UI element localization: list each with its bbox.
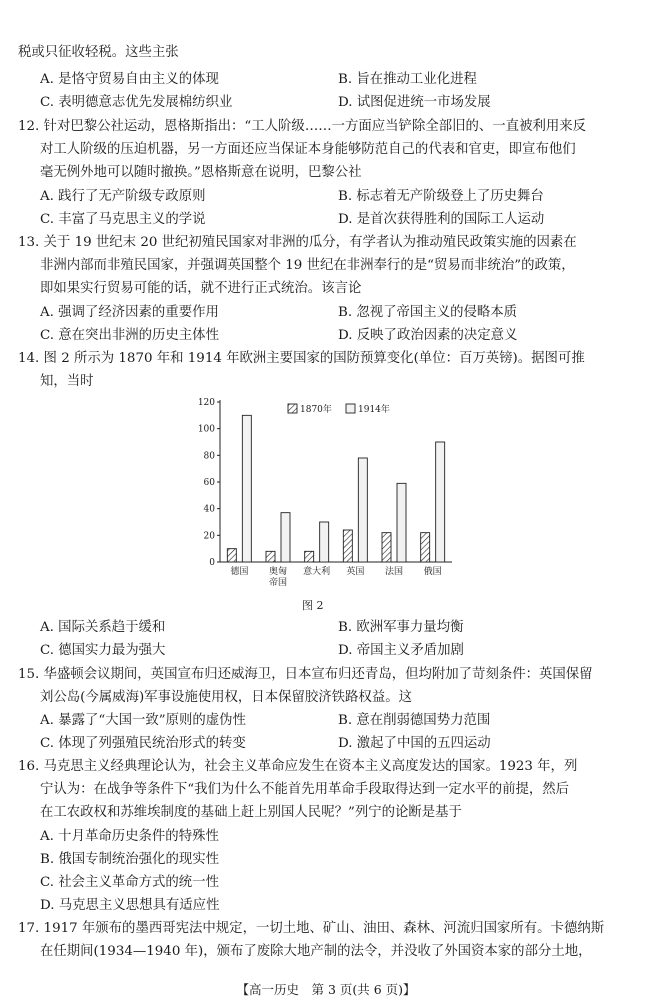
- q12-stem-line-3: 毫无例外地可以随时撤换。”恩格斯意在说明，巴黎公社: [40, 165, 362, 180]
- q12-option-c: C. 丰富了马克思主义的学说: [40, 212, 206, 227]
- q14-option-b: B. 欧洲军事力量均衡: [338, 620, 464, 635]
- bar-1914: [397, 483, 406, 562]
- q17-stem-line-2: 在任期间(1934—1940 年)，颁布了废除大地产制的法令，并没收了外国资本家的部分土地，: [40, 944, 592, 959]
- y-tick-label: 60: [203, 478, 215, 488]
- page-footer: 【高一历史 第 3 页(共 6 页)】: [236, 982, 416, 997]
- q12-stem-line-1: 12. 针对巴黎公社运动，恩格斯指出：“工人阶级……一方面应当铲除全部旧的、一直被利用来反: [18, 119, 587, 134]
- q15-option-a: A. 暴露了“大国一致”原则的虚伪性: [40, 713, 246, 728]
- y-tick-label: 0: [209, 558, 215, 568]
- bar-1870: [382, 533, 391, 562]
- q12-option-d: D. 是首次获得胜利的国际工人运动: [338, 212, 545, 227]
- bar-1914: [358, 458, 367, 562]
- q13-stem-line-1: 13. 关于 19 世纪末 20 世纪初殖民国家对非洲的瓜分，有学者认为推动殖民政策实施的因素在: [18, 235, 577, 250]
- bar-1870: [305, 551, 314, 562]
- x-category-label: 意大利: [303, 567, 331, 577]
- defense-budget-bar-chart: [190, 390, 460, 612]
- bar-1914: [320, 522, 329, 562]
- q15-option-c: C. 体现了列强殖民统治形式的转变: [40, 736, 246, 751]
- q16-stem-line-1: 16. 马克思主义经典理论认为，社会主义革命应发生在资本主义高度发达的国家。1923 年，列: [18, 759, 578, 774]
- q16-stem-line-3: 在工农政权和苏维埃制度的基础上赶上别国人民呢？”列宁的论断是基于: [40, 805, 462, 820]
- q16-option-b: B. 俄国专制统治强化的现实性: [40, 852, 220, 867]
- q13-option-c: C. 意在突出非洲的历史主体性: [40, 328, 219, 343]
- q13-option-b: B. 忽视了帝国主义的侵略本质: [338, 305, 518, 320]
- bar-1914: [242, 415, 251, 562]
- q13-option-a: A. 强调了经济因素的重要作用: [40, 305, 219, 320]
- bar-1914: [436, 442, 445, 562]
- legend-label: 1914年: [358, 405, 390, 415]
- q15-stem-line-1: 15. 华盛顿会议期间，英国宣布归还威海卫，日本宣布归还青岛，但均附加了苛刻条件：英国保留: [18, 667, 593, 682]
- q13-stem-line-3: 即如果实行贸易可能的话，就不进行正式统治。该言论: [40, 281, 362, 296]
- bar-1870: [227, 549, 236, 562]
- x-category-label: 奥匈: [268, 567, 288, 577]
- q14-option-c: C. 德国实力最为强大: [40, 643, 166, 658]
- q11-option-b: B. 旨在推动工业化进程: [338, 72, 477, 87]
- q15-option-d: D. 激起了中国的五四运动: [338, 736, 491, 751]
- bar-1870: [266, 551, 275, 562]
- legend-swatch: [346, 404, 355, 413]
- q13-stem-line-2: 非洲内部而非殖民国家，并强调英国整个 19 世纪在非洲奉行的是“贸易而非统治”的政策，: [40, 258, 575, 273]
- x-category-label: 德国: [230, 567, 249, 577]
- y-tick-label: 80: [203, 451, 215, 462]
- q15-stem-line-2: 刘公岛(今属威海)军事设施使用权，日本保留胶济铁路权益。这: [40, 690, 412, 705]
- q16-option-c: C. 社会主义革命方式的统一性: [40, 875, 219, 890]
- figure-caption: 图 2: [302, 599, 324, 612]
- x-category-label: 英国: [346, 567, 365, 577]
- x-category-label: 帝国: [268, 578, 288, 588]
- bar-1870: [343, 530, 352, 562]
- x-category-label: 法国: [384, 567, 404, 577]
- q17-stem-line-1: 17. 1917 年颁布的墨西哥宪法中规定，一切土地、矿山、油田、森林、河流归国家所有。卡德纳斯: [18, 921, 605, 936]
- legend-swatch: [288, 404, 297, 413]
- q15-option-b: B. 意在削弱德国势力范围: [338, 713, 491, 728]
- bar-1870: [421, 533, 430, 562]
- q14-stem-line-2: 知，当时: [40, 374, 94, 389]
- q12-option-b: B. 标志着无产阶级登上了历史舞台: [338, 189, 544, 204]
- q12-stem-line-2: 对工人阶级的压迫机器，另一方面还应当保证本身能够防范自己的代表和官吏，即宣布他们: [40, 142, 576, 157]
- q13-option-d: D. 反映了政治因素的决定意义: [338, 328, 518, 343]
- y-tick-label: 120: [197, 398, 215, 408]
- q14-stem-line-1: 14. 图 2 所示为 1870 年和 1914 年欧洲主要国家的国防预算变化(单位：百万英镑)。据图可推: [18, 351, 585, 366]
- legend-label: 1870年: [300, 405, 332, 415]
- q11-option-d: D. 试图促进统一市场发展: [338, 95, 491, 110]
- y-tick-label: 20: [203, 531, 215, 542]
- y-tick-label: 100: [197, 424, 215, 435]
- q16-option-a: A. 十月革命历史条件的特殊性: [40, 829, 219, 844]
- bar-1914: [281, 513, 290, 562]
- q14-option-d: D. 帝国主义矛盾加剧: [338, 643, 464, 658]
- q11-stem-end: 税或只征收轻税。这些主张: [18, 45, 179, 60]
- q16-stem-line-2: 宁认为：在战争等条件下“我们为什么不能首先用革命手段取得达到一定水平的前提，然后: [40, 782, 570, 797]
- x-category-label: 俄国: [423, 567, 442, 577]
- q11-option-c: C. 表明德意志优先发展棉纺织业: [40, 95, 233, 110]
- q16-option-d: D. 马克思主义思想具有适应性: [40, 898, 220, 913]
- q11-option-a: A. 是恪守贸易自由主义的体现: [40, 72, 219, 87]
- q14-option-a: A. 国际关系趋于缓和: [40, 620, 166, 635]
- q12-option-a: A. 践行了无产阶级专政原则: [40, 189, 206, 204]
- y-tick-label: 40: [203, 504, 215, 515]
